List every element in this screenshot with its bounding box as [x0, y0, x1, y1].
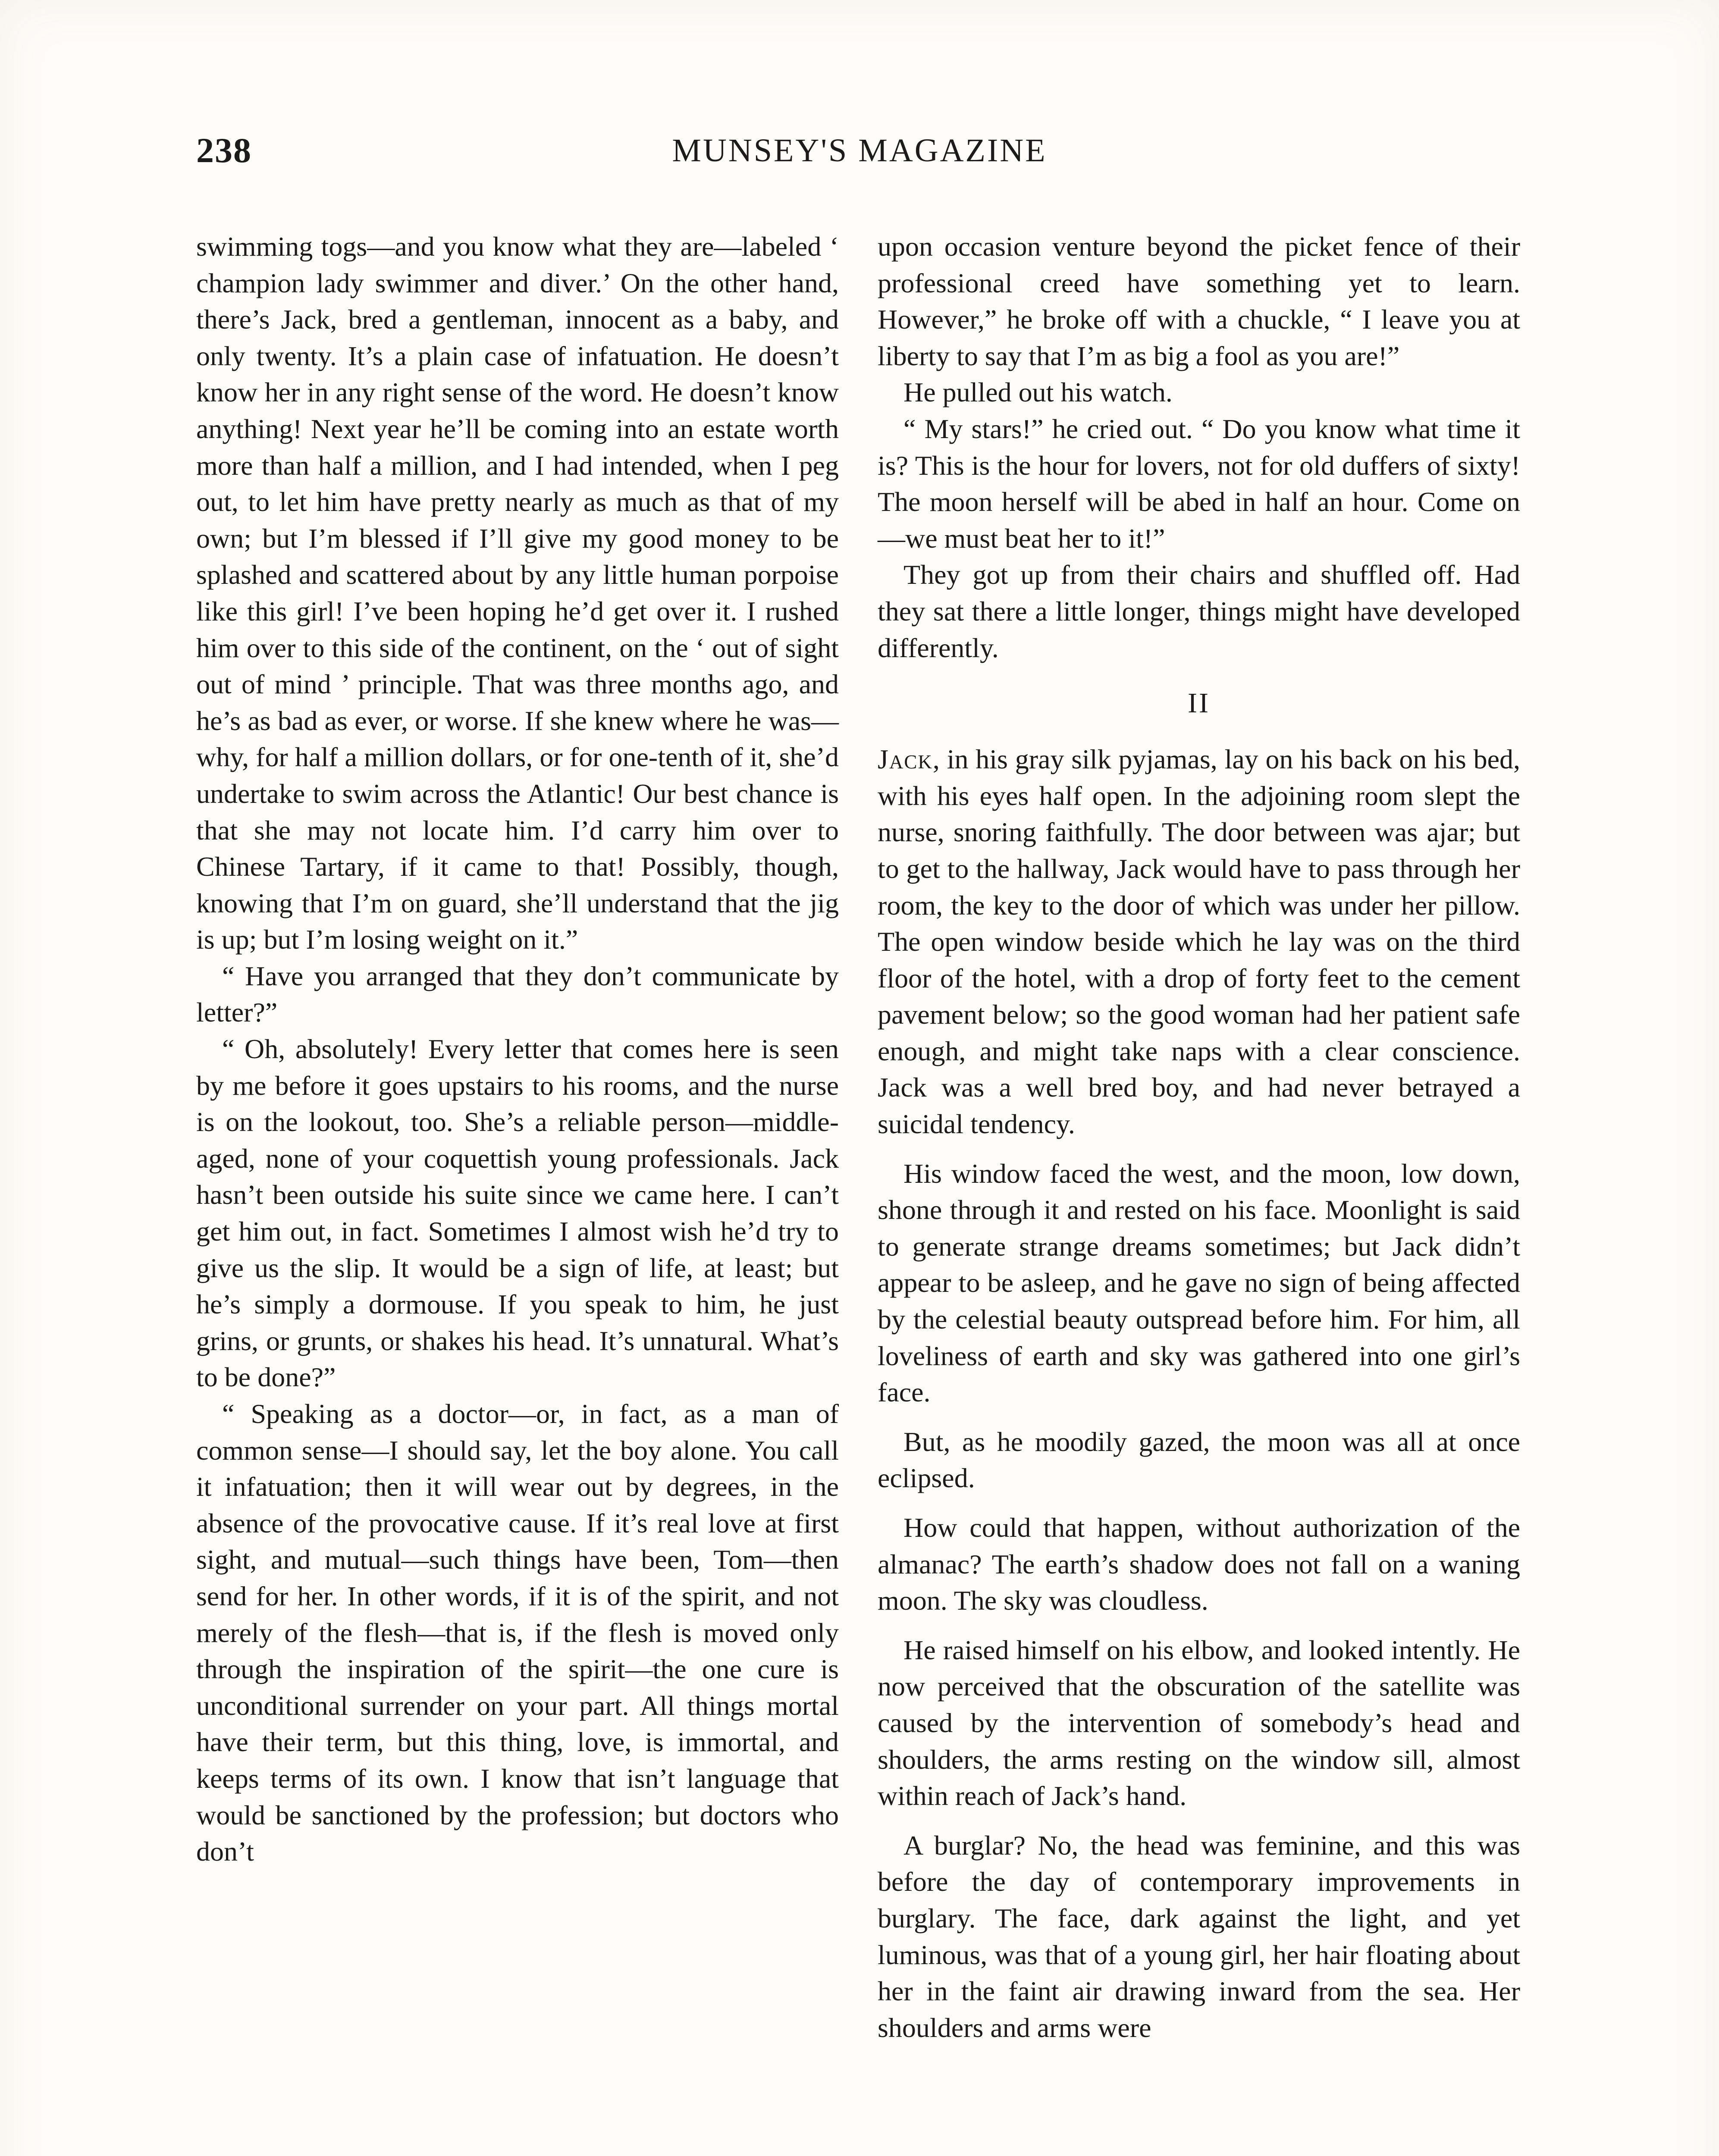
paragraph: “ Oh, absolutely! Every letter that comes here is seen by me before it goes upstairs to his rooms, and the nurse is on the lookout, too. She’s a reliable person—middle-aged, none of your coquettish young professionals. Jack hasn’t been outside his suite since we came here. I can’t get him out, in fact. Sometimes I almost wish he’d try to give us the slip. It would be a sign of life, at least; but he’s simply a dormouse. If you speak to him, he just grins, or grunts, or shakes his head. It’s unnatural. What’s to be done?” [196, 1034, 839, 1393]
paragraph: How could that happen, without authorization of the almanac? The earth’s shadow does not fall on a waning moon. The sky was cloudless. [878, 1512, 1520, 1616]
running-head [196, 130, 1523, 182]
paragraph: swimming togs—and you know what they are—labeled ‘ champion lady swimmer and diver.’ On the other hand, there’s Jack, bred a gentleman, innocent as a baby, and only twenty. It’s a plain case of infatuation. He doesn’t know her in any right sense of the word. He doesn’t know anything! Next year he’ll be coming into an estate worth more than half a million, and I had intended, when I peg out, to let him have pretty nearly as much as that of my own; but I’m blessed if I’ll give my good money to be splashed and scattered about by any little human porpoise like this girl! I’ve been hoping he’d get over it. I rushed him over to this side of the continent, on the ‘ out of sight out of mind ’ principle. That was three months ago, and he’s as bad as ever, or worse. If she knew where he was—why, for half a million dollars, or for one-tenth of it, she’d undertake to swim across the Atlantic! Our best chance is that she may not locate him. I’d carry him over to Chinese Tartary, if it came to that! Possibly, though, knowing that I’m on guard, she’ll understand that the jig is up; but I’m losing weight on it.” [196, 231, 839, 955]
section-first-paragraph [878, 741, 1520, 1143]
paragraph: He pulled out his watch. [903, 377, 1173, 408]
paragraph: He raised himself on his elbow, and looked intently. He now perceived that the obscuration of the satellite was caused by the intervention of somebody’s head and shoulders, the arms resting on the window sill, almost within reach of Jack’s hand. [878, 1634, 1520, 1811]
paragraph: upon occasion venture beyond the picket fence of their professional creed have something yet to learn. However,” he broke off with a chuckle, “ I leave you at liberty to say that I’m as big a fool as you are!” [878, 231, 1520, 371]
section-first-word: Jack [878, 744, 933, 775]
page-number: 238 [196, 131, 252, 170]
section-heading: II [1188, 687, 1210, 719]
section-first-paragraph-text: , in his gray silk pyjamas, lay on his back on his bed, with his eyes half open. In the adjoining room slept the nurse, snoring faithfully. The door between was ajar; but to get to the hallway, Jack would have to pass through her room, the key to the door of which was under her pillow. The open window beside which he lay was on the third floor of the hotel, with a drop of forty feet to the cement pavement below; so the good woman had her patient safe enough, and might take naps with a clear conscience. Jack was a well bred boy, and had never betrayed a suicidal tendency. [878, 744, 1520, 1140]
paragraph: “ Have you arranged that they don’t communicate by letter?” [196, 960, 839, 1028]
paragraph: “ Speaking as a doctor—or, in fact, as a man of common sense—I should say, let the boy alone. You call it infatuation; then it will wear out by degrees, in the absence of the provocative cause. If it’s real love at first sight, and mutual—such things have been, Tom—then send for her. In other words, if it is of the spirit, and not merely of the flesh—that is, if the flesh is moved only through the inspiration of the spirit—the one cure is unconditional surrender on your part. All things mortal have their term, but this thing, love, is immortal, and keeps terms of its own. I know that isn’t language that would be sanctioned by the profession; but doctors who don’t [196, 1398, 839, 1867]
right-column [878, 229, 1520, 2046]
paragraph: A burglar? No, the head was feminine, and this was before the day of contemporary improvements in burglary. The face, dark against the light, and yet luminous, was that of a young girl, her hair floating about her in the faint air drawing inward from the sea. Her shoulders and arms were [878, 1830, 1520, 2043]
magazine-title: MUNSEY'S MAGAZINE [672, 132, 1047, 169]
paragraph: But, as he moodily gazed, the moon was all at once eclipsed. [878, 1426, 1520, 1494]
left-column [196, 229, 839, 1870]
paragraph: They got up from their chairs and shuffled off. Had they sat there a little longer, things might have developed differently. [878, 559, 1520, 663]
paragraph: “ My stars!” he cried out. “ Do you know what time it is? This is the hour for lovers, not for old duffers of sixty! The moon herself will be abed in half an hour. Come on—we must beat her to it!” [878, 413, 1520, 554]
paragraph: His window faced the west, and the moon, low down, shone through it and rested on his face. Moonlight is said to generate strange dreams sometimes; but Jack didn’t appear to be asleep, and he gave no sign of being affected by the celestial beauty outspread before him. For him, all loveliness of earth and sky was gathered into one girl’s face. [878, 1158, 1520, 1408]
